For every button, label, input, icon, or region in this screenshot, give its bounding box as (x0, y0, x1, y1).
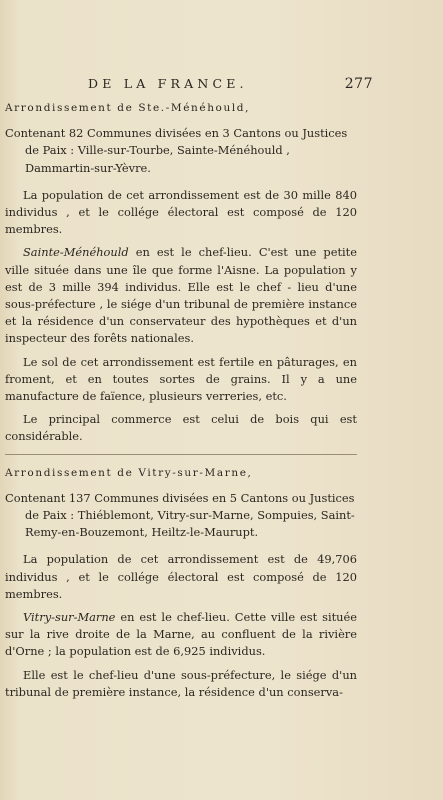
paragraph: La population de cet arrondissement est de 49,706 individus , et le collége électoral est composé de 120 membres. (5, 552, 357, 601)
paragraph: La population de cet arrondissement est de 30 mille 840 individus , et le collége électoral est composé de 120 membres. (5, 187, 357, 237)
place-name: Vitry-sur-Marne (23, 610, 116, 625)
section-title: Arrondissement de Vitry-sur-Marne, (5, 466, 253, 479)
paragraph: Le principal commerce est celui de bois qui est considérable. (5, 412, 357, 444)
running-title: DE LA FRANCE. (88, 76, 248, 91)
paragraph: Le sol de cet arrondissement est fertile en pâturages, en froment, et en toutes sortes de grains. Il y a une manufacture de faïence, plusieurs verreries, etc. (5, 354, 357, 404)
running-header (88, 76, 373, 92)
section-vitry-sur-marne (5, 465, 357, 701)
page-number: 277 (344, 76, 373, 92)
paragraph: Vitry-sur-Marne en est le chef-lieu. Cette ville est située sur la rive droite de la Marne, au confluent de la rivière d'Orne ; la population est de 6,925 individus. (5, 610, 357, 659)
paragraph: Sainte-Ménéhould en est le chef-lieu. C'est une petite ville située dans une île que forme l'Aisne. La population y est de 3 mille 394 individus. Elle est le chef - lieu d'une sous-préfecture , le siége d'un tribunal de première instance et la résidence d'un conservateur des hypothèques et d'un inspecteur des forêts nationales. (5, 245, 357, 346)
section-sainte-menehould (5, 100, 357, 446)
page-body (5, 100, 357, 707)
section-summary: Contenant 137 Communes divisées en 5 Cantons ou Justices de Paix : Thiéblemont, Vitry-sur-Marne, Sompuies, Saint-Remy-en-Bouzemont, Heiltz-le-Maurupt. (5, 490, 355, 540)
paragraph: Elle est le chef-lieu d'une sous-préfecture, le siége d'un tribunal de première instance, la résidence d'un conserva- (5, 667, 357, 699)
section-summary: Contenant 82 Communes divisées en 3 Cantons ou Justices de Paix : Ville-sur-Tourbe, Sainte-Ménéhould , Dammartin-sur-Yèvre. (5, 126, 348, 175)
section-title: Arrondissement de Ste.-Ménéhould, (5, 102, 251, 114)
place-name: Sainte-Ménéhould (23, 245, 129, 260)
section-divider (5, 454, 357, 455)
